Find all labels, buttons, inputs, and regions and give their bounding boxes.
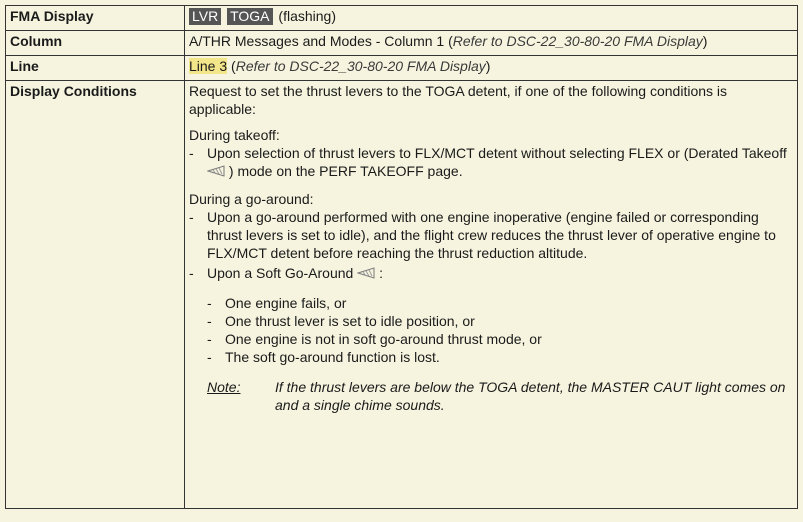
- goaround-item-1: [189, 208, 793, 262]
- list-item: [207, 312, 793, 330]
- takeoff-item-text-a: Upon selection of thrust levers to FLX/MCT detent without selecting FLEX or (Derated Takeoff: [207, 145, 787, 161]
- soft-goaround-list: [207, 294, 793, 366]
- dash-marker: -: [189, 145, 194, 161]
- takeoff-item: [189, 144, 793, 182]
- line-close-paren: ): [485, 58, 491, 74]
- triangle-hatched-icon: [207, 164, 225, 182]
- goaround-item-2-text-a: Upon a Soft Go-Around: [207, 265, 354, 281]
- dash-marker: -: [207, 349, 212, 365]
- note-block: [207, 378, 793, 414]
- row-fma-display: [6, 6, 798, 31]
- flashing-text: (flashing): [278, 8, 336, 24]
- label-line: Line: [6, 56, 185, 81]
- line-reference-link[interactable]: Refer to DSC-22_30-80-20 FMA Display: [235, 58, 486, 74]
- note-text: If the thrust levers are below the TOGA detent, the MASTER CAUT light comes on and a single chime sounds.: [275, 379, 786, 413]
- value-column: [185, 31, 798, 56]
- row-line: [6, 56, 798, 81]
- triangle-hatched-icon: [357, 266, 375, 284]
- goaround-heading: During a go-around:: [189, 191, 314, 207]
- list-item-text: One engine fails, or: [225, 295, 347, 311]
- label-fma-display: FMA Display: [6, 6, 185, 31]
- column-reference-link[interactable]: Refer to DSC-22_30-80-20 FMA Display: [452, 33, 703, 49]
- value-line: [185, 56, 798, 81]
- dash-marker: -: [207, 313, 212, 329]
- takeoff-item-text-b: ) mode on the PERF TAKEOFF page.: [228, 163, 463, 179]
- label-column: Column: [6, 31, 185, 56]
- list-item-text: The soft go-around function is lost.: [225, 349, 440, 365]
- goaround-item-2-text: [207, 264, 793, 284]
- list-item: [207, 348, 793, 366]
- intro-text: Request to set the thrust levers to the TOGA detent, if one of the following conditions is applicable:: [189, 83, 728, 117]
- goaround-item-2-text-b: :: [379, 265, 383, 281]
- list-item: [207, 330, 793, 348]
- column-close-paren: ): [702, 33, 708, 49]
- value-display-conditions: [185, 81, 798, 509]
- dash-marker: -: [207, 295, 212, 311]
- list-item-text: One thrust lever is set to idle position, or: [225, 313, 475, 329]
- column-text: A/THR Messages and Modes - Column 1 (: [189, 33, 453, 49]
- value-fma-display: [185, 6, 798, 31]
- line-open-paren: (: [227, 58, 236, 74]
- badge-lvr: LVR: [189, 8, 221, 25]
- dash-marker: -: [207, 331, 212, 347]
- dash-marker: -: [189, 265, 194, 281]
- list-item: [207, 294, 793, 312]
- fma-definition-table: [5, 5, 798, 509]
- goaround-item-2: [189, 264, 793, 284]
- goaround-item-1-text: Upon a go-around performed with one engine inoperative (engine failed or corresponding thrust levers is set to idle), and the flight crew reduces the thrust lever of operative engine to FLX/MCT detent before reaching the thrust reduction altitude.: [207, 209, 776, 261]
- line-text: Line 3: [189, 58, 228, 74]
- note-label: Note:: [207, 379, 241, 395]
- label-display-conditions: Display Conditions: [6, 81, 185, 509]
- takeoff-heading: During takeoff:: [189, 127, 280, 143]
- badge-toga: TOGA: [227, 8, 272, 25]
- row-column: [6, 31, 798, 56]
- takeoff-item-text: [207, 144, 793, 182]
- list-item-text: One engine is not in soft go-around thrust mode, or: [225, 331, 542, 347]
- row-display-conditions: [6, 81, 798, 509]
- dash-marker: -: [189, 209, 194, 225]
